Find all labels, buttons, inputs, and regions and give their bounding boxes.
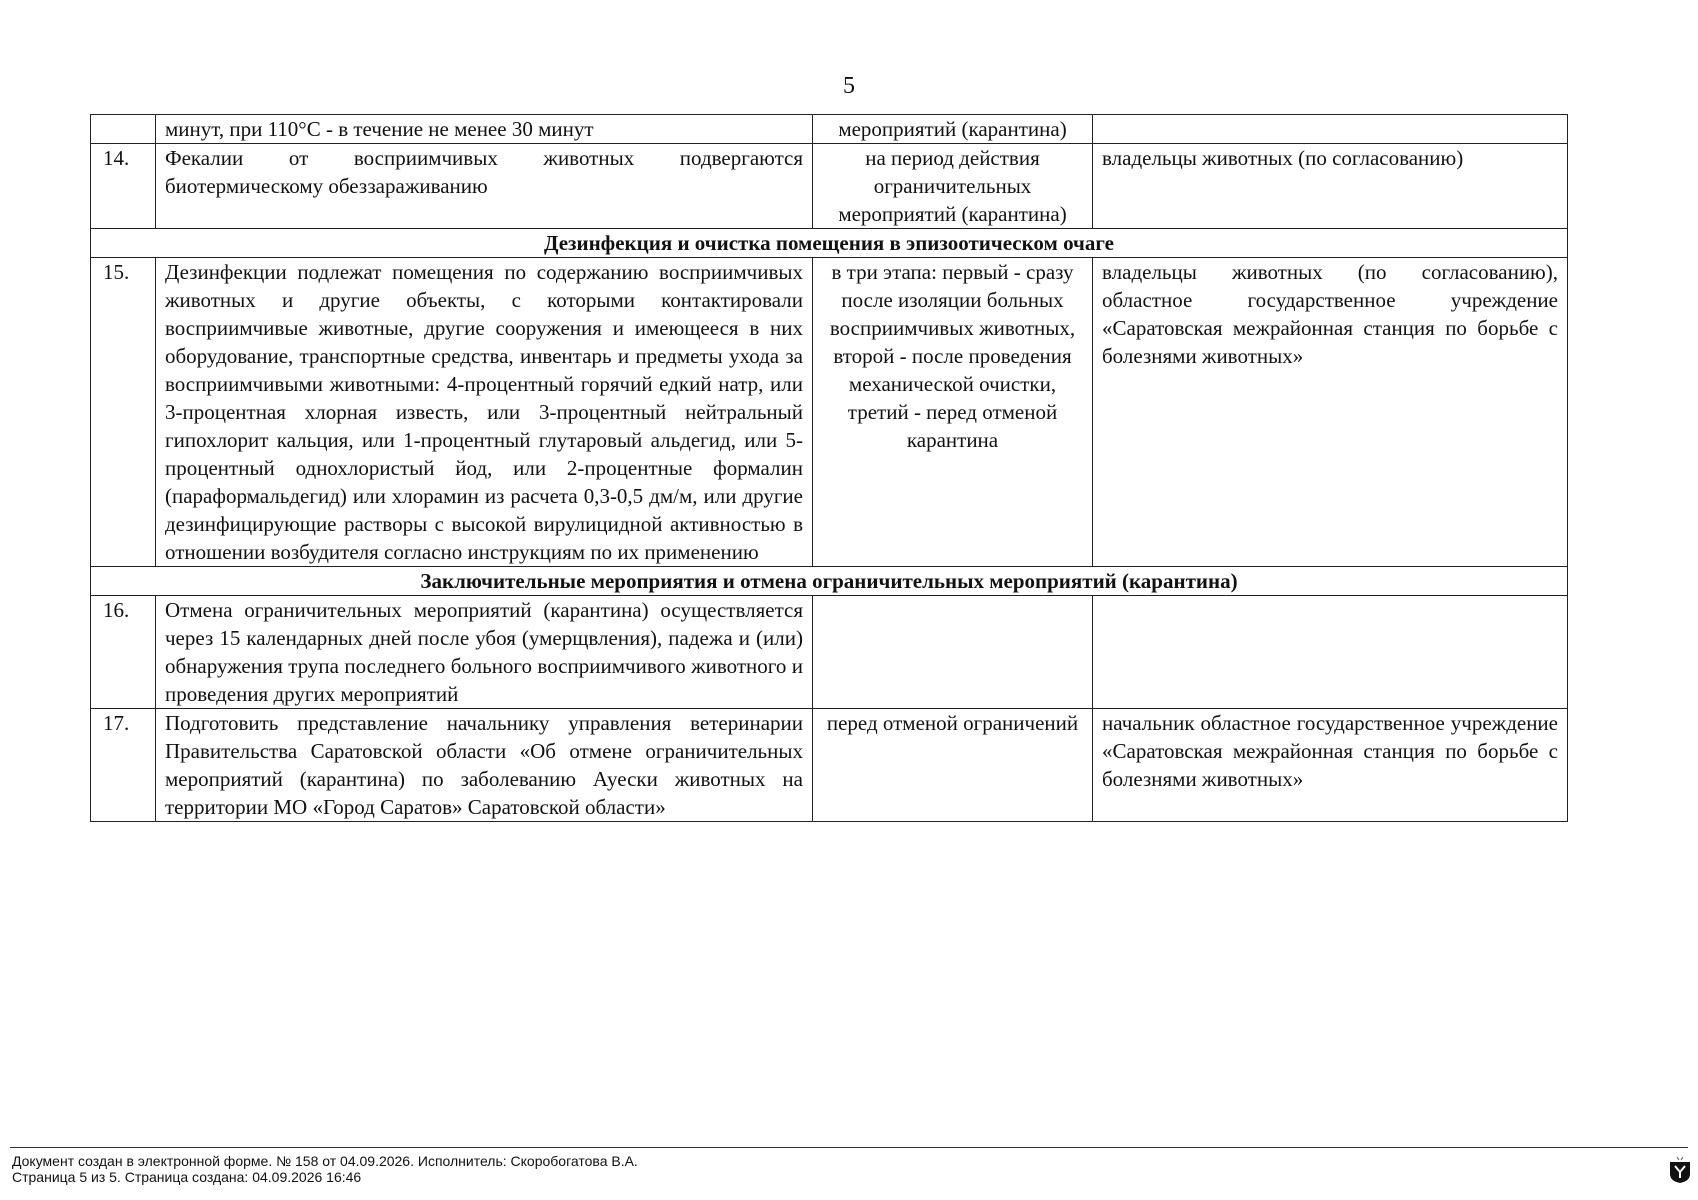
cell-responsible: начальник областное государственное учреждение «Саратовская межрайонная станция по борьбе с болезнями животных» [1093,709,1568,822]
cell-description: Подготовить представление начальнику управления ветеринарии Правительства Саратовской области «Об отмене ограничительных мероприятий (карантина) по заболеванию Ауески животных на территории МО «Город Саратов» Саратовской области» [156,709,813,822]
cell-responsible [1093,115,1568,144]
cell-timing: перед отменой ограничений [813,709,1093,822]
coat-of-arms-icon [1668,1156,1692,1184]
table-row-continuation [91,115,1568,144]
document-footer [12,1153,638,1185]
section-heading: Дезинфекция и очистка помещения в эпизоотическом очаге [91,229,1568,258]
cell-timing [813,596,1093,709]
section-heading: Заключительные мероприятия и отмена ограничительных мероприятий (карантина) [91,567,1568,596]
cell-description: Отмена ограничительных мероприятий (карантина) осуществляется через 15 календарных дней после убоя (умерщвления), падежа и (или) обнаружения трупа последнего больного восприимчивого животного и проведения других мероприятий [156,596,813,709]
section-heading-row [91,229,1568,258]
footer-document-info: Документ создан в электронной форме. № 158 от 04.09.2026. Исполнитель: Скоробогатова В.А. [12,1153,638,1169]
cell-description: минут, при 110°C - в течение не менее 30 минут [156,115,813,144]
cell-responsible [1093,596,1568,709]
page-number: 5 [843,73,855,99]
cell-responsible: владельцы животных (по согласованию) [1093,144,1568,229]
cell-timing: мероприятий (карантина) [813,115,1093,144]
cell-responsible: владельцы животных (по согласованию), областное государственное учреждение «Саратовская межрайонная станция по борьбе с болезнями животных» [1093,258,1568,567]
cell-num: 16. [91,596,156,709]
measures-table [90,114,1568,822]
cell-num: 17. [91,709,156,822]
cell-num [91,115,156,144]
cell-timing: на период действия ограничительных мероприятий (карантина) [813,144,1093,229]
cell-num: 14. [91,144,156,229]
cell-timing: в три этапа: первый - сразу после изоляции больных восприимчивых животных, второй - после проведения механической очистки, третий - перед отменой карантина [813,258,1093,567]
footer-page-info: Страница 5 из 5. Страница создана: 04.09.2026 16:46 [12,1169,362,1185]
cell-num: 15. [91,258,156,567]
cell-description: Дезинфекции подлежат помещения по содержанию восприимчивых животных и другие объекты, с которыми контактировали восприимчивые животные, другие сооружения и имеющееся в них оборудование, транспортные средства, инвентарь и предметы ухода за восприимчивыми животными: 4-процентный горячий едкий натр, или 3-процентная хлорная известь, или 3-процентный нейтральный гипохлорит кальция, или 1-процентный глутаровый альдегид, или 5-процентный однохлористый йод, или 2-процентные формалин (параформальдегид) или хлорамин из расчета 0,3-0,5 дм/м, или другие дезинфицирующие растворы с высокой вирулицидной активностью в отношении возбудителя согласно инструкциям по их применению [156,258,813,567]
cell-description: Фекалии от восприимчивых животных подвергаются биотермическому обеззараживанию [156,144,813,229]
footer-divider [10,1147,1688,1148]
section-heading-row [91,567,1568,596]
table-row [91,258,1568,567]
table-row [91,596,1568,709]
table-row [91,144,1568,229]
table-row [91,709,1568,822]
